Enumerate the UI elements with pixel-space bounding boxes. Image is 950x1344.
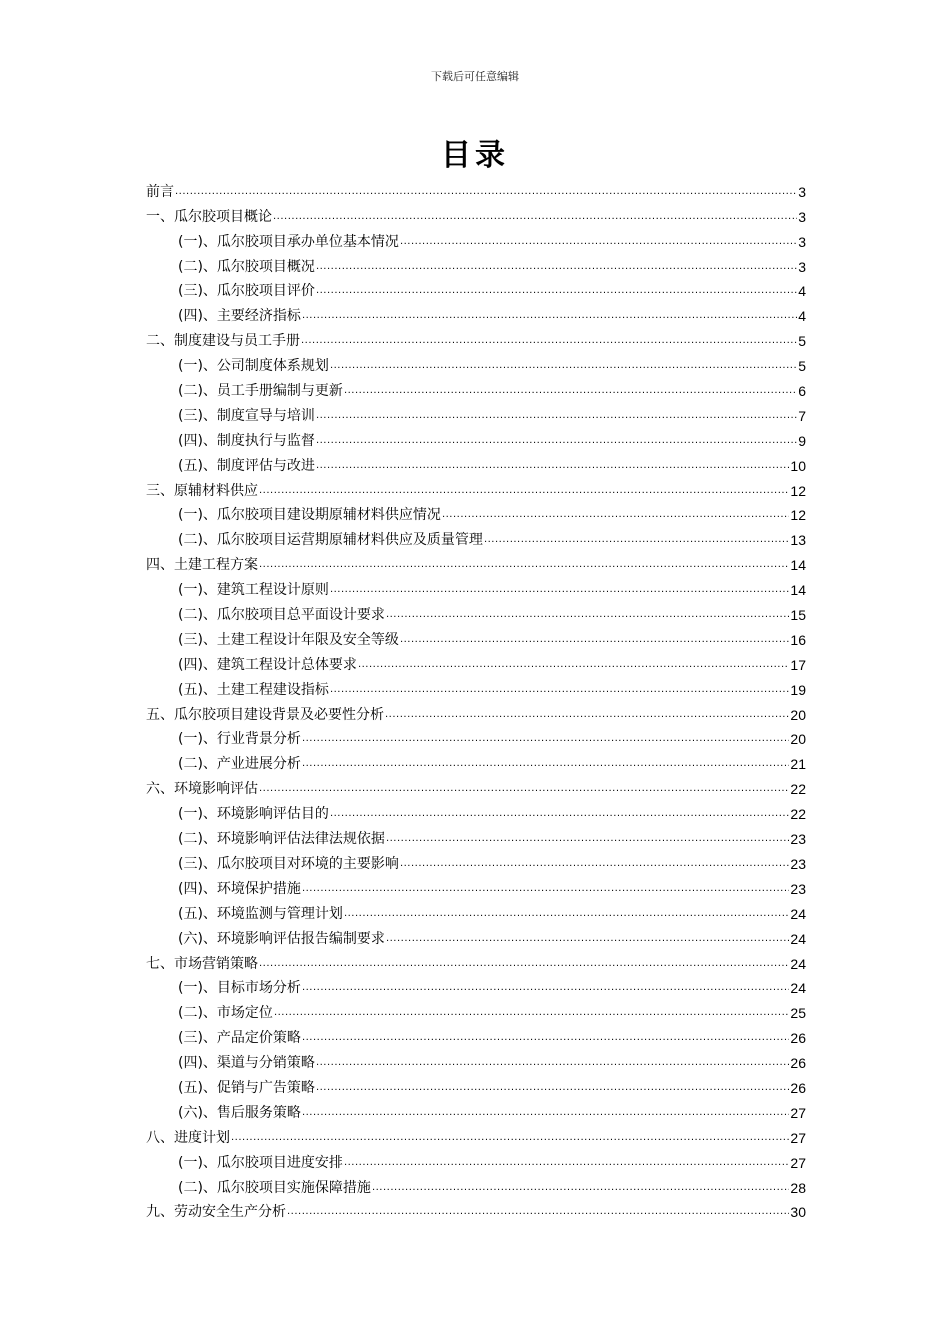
toc-entry[interactable]: [146, 350, 806, 375]
toc-entry[interactable]: [146, 1047, 806, 1072]
toc-entry[interactable]: [146, 574, 806, 599]
toc-entry-label: (三)、土建工程设计年限及安全等级: [178, 631, 399, 648]
toc-entry-label: (二)、环境影响评估法律法规依据: [178, 831, 385, 848]
toc-entry-label: (一)、瓜尔胶项目进度安排: [178, 1154, 343, 1171]
toc-entry-label: (五)、制度评估与改进: [178, 457, 315, 474]
toc-entry-page: 25: [790, 1005, 806, 1022]
toc-entry[interactable]: [146, 425, 806, 450]
toc-dot-leader: [302, 309, 797, 323]
toc-dot-leader: [330, 807, 789, 821]
toc-entry-page: 22: [790, 806, 806, 823]
toc-dot-leader: [273, 210, 797, 224]
toc-entry[interactable]: [146, 674, 806, 699]
toc-entry-label: (二)、瓜尔胶项目概况: [178, 258, 315, 275]
toc-dot-leader: [400, 235, 797, 249]
toc-dot-leader: [330, 359, 797, 373]
toc-entry[interactable]: [146, 973, 806, 998]
toc-entry-page: 6: [798, 383, 806, 400]
toc-entry[interactable]: [146, 798, 806, 823]
toc-entry[interactable]: [146, 699, 806, 724]
toc-entry-page: 26: [790, 1079, 806, 1096]
toc-entry-page: 19: [790, 681, 806, 698]
toc-entry-label: (一)、建筑工程设计原则: [178, 582, 329, 599]
toc-dot-leader: [274, 1006, 789, 1020]
toc-entry-page: 24: [790, 905, 806, 922]
toc-dot-leader: [316, 409, 797, 423]
toc-entry[interactable]: [146, 1072, 806, 1097]
toc-entry-label: (二)、瓜尔胶项目总平面设计要求: [178, 607, 385, 624]
toc-entry-label: 三、原辅材料供应: [146, 482, 258, 499]
toc-dot-leader: [259, 484, 789, 498]
toc-dot-leader: [385, 708, 789, 722]
toc-entry-page: 5: [798, 358, 806, 375]
toc-entry[interactable]: [146, 450, 806, 475]
toc-dot-leader: [287, 1205, 789, 1219]
toc-entry-label: (四)、环境保护措施: [178, 880, 301, 897]
toc-entry-label: 七、市场营销策略: [146, 955, 258, 972]
toc-dot-leader: [302, 757, 789, 771]
toc-entry[interactable]: [146, 873, 806, 898]
toc-entry-page: 16: [790, 631, 806, 648]
toc-entry[interactable]: [146, 1172, 806, 1197]
toc-entry-page: 7: [798, 407, 806, 424]
toc-dot-leader: [316, 459, 789, 473]
toc-entry-label: (一)、瓜尔胶项目建设期原辅材料供应情况: [178, 507, 441, 524]
toc-dot-leader: [344, 384, 797, 398]
toc-entry-page: 3: [798, 208, 806, 225]
toc-entry[interactable]: [146, 300, 806, 325]
toc-entry-page: 9: [798, 432, 806, 449]
toc-entry-page: 12: [790, 482, 806, 499]
toc-entry[interactable]: [146, 649, 806, 674]
toc-entry[interactable]: [146, 500, 806, 525]
toc-entry-page: 26: [790, 1055, 806, 1072]
toc-title: 目录: [441, 138, 509, 173]
toc-dot-leader: [358, 658, 789, 672]
toc-entry[interactable]: [146, 848, 806, 873]
toc-dot-leader: [259, 957, 789, 971]
toc-entry[interactable]: [146, 400, 806, 425]
toc-entry-label: (二)、瓜尔胶项目运营期原辅材料供应及质量管理: [178, 532, 483, 549]
toc-entry-page: 24: [790, 930, 806, 947]
toc-entry-page: 28: [790, 1179, 806, 1196]
toc-dot-leader: [231, 1131, 789, 1145]
toc-dot-leader: [259, 558, 789, 572]
toc-entry-label: (三)、制度宣导与培训: [178, 407, 315, 424]
toc-entry-label: (六)、环境影响评估报告编制要求: [178, 930, 385, 947]
toc-entry-label: 六、环境影响评估: [146, 781, 258, 798]
toc-entry-page: 12: [790, 507, 806, 524]
toc-entry-page: 3: [798, 233, 806, 250]
toc-entry-page: 23: [790, 831, 806, 848]
toc-entry-label: 二、制度建设与员工手册: [146, 333, 300, 350]
toc-entry[interactable]: [146, 1147, 806, 1172]
toc-entry-page: 20: [790, 731, 806, 748]
toc-entry-page: 22: [790, 781, 806, 798]
toc-entry-label: (二)、瓜尔胶项目实施保障措施: [178, 1179, 371, 1196]
toc-entry[interactable]: [146, 724, 806, 749]
toc-entry-page: 5: [798, 333, 806, 350]
toc-entry[interactable]: [146, 276, 806, 301]
toc-entry-page: 27: [790, 1129, 806, 1146]
toc-entry-page: 27: [790, 1104, 806, 1121]
toc-entry-label: (五)、土建工程建设指标: [178, 681, 329, 698]
toc-entry[interactable]: [146, 898, 806, 923]
toc-entry-page: 17: [790, 656, 806, 673]
toc-entry[interactable]: [146, 226, 806, 251]
toc-entry-label: (二)、产业进展分析: [178, 756, 301, 773]
toc-dot-leader: [302, 1106, 789, 1120]
toc-entry-label: (一)、环境影响评估目的: [178, 806, 329, 823]
toc-entry-page: 15: [790, 607, 806, 624]
toc-entry[interactable]: [146, 475, 806, 500]
toc-entry-label: (四)、建筑工程设计总体要求: [178, 656, 357, 673]
toc-entry-label: 八、进度计划: [146, 1129, 230, 1146]
toc-dot-leader: [344, 907, 789, 921]
toc-entry-label: (一)、目标市场分析: [178, 980, 301, 997]
toc-entry-page: 23: [790, 880, 806, 897]
toc-entry-page: 4: [798, 283, 806, 300]
toc-entry[interactable]: [146, 773, 806, 798]
toc-entry-page: 3: [798, 183, 806, 200]
toc-entry-page: 30: [790, 1204, 806, 1221]
toc-entry[interactable]: [146, 201, 806, 226]
toc-dot-leader: [302, 1031, 789, 1045]
toc-dot-leader: [175, 185, 797, 199]
toc-entry-page: 23: [790, 855, 806, 872]
toc-entry-page: 4: [798, 308, 806, 325]
toc-entry-label: 九、劳动安全生产分析: [146, 1204, 286, 1221]
toc-entry-label: (三)、瓜尔胶项目评价: [178, 283, 315, 300]
toc-entry[interactable]: [146, 624, 806, 649]
toc-entry-label: (四)、主要经济指标: [178, 308, 301, 325]
toc-entry-page: 27: [790, 1154, 806, 1171]
toc-entry-label: 一、瓜尔胶项目概论: [146, 208, 272, 225]
toc-entry[interactable]: [146, 1122, 806, 1147]
toc-dot-leader: [330, 683, 789, 697]
toc-dot-leader: [302, 981, 789, 995]
toc-entry-label: (三)、瓜尔胶项目对环境的主要影响: [178, 855, 399, 872]
toc-dot-leader: [302, 882, 789, 896]
toc-entry-label: 四、土建工程方案: [146, 557, 258, 574]
toc-dot-leader: [316, 1081, 789, 1095]
toc-entry-label: (四)、渠道与分销策略: [178, 1055, 315, 1072]
toc-entry-label: 前言: [146, 183, 174, 200]
toc-entry-label: (五)、促销与广告策略: [178, 1079, 315, 1096]
toc-dot-leader: [330, 583, 789, 597]
toc-entry-page: 20: [790, 706, 806, 723]
toc-entry-page: 26: [790, 1030, 806, 1047]
toc-dot-leader: [316, 260, 797, 274]
toc-entry-page: 24: [790, 980, 806, 997]
toc-entry-page: 3: [798, 258, 806, 275]
toc-dot-leader: [400, 857, 789, 871]
toc-entry[interactable]: [146, 748, 806, 773]
toc-entry-page: 24: [790, 955, 806, 972]
toc-dot-leader: [344, 1156, 789, 1170]
toc-dot-leader: [372, 1181, 789, 1195]
toc-entry-label: (三)、产品定价策略: [178, 1030, 301, 1047]
toc-entry[interactable]: [146, 1097, 806, 1122]
toc-entry[interactable]: [146, 375, 806, 400]
toc-entry-label: (一)、瓜尔胶项目承办单位基本情况: [178, 233, 399, 250]
toc-entry-label: 五、瓜尔胶项目建设背景及必要性分析: [146, 706, 384, 723]
toc-entry-page: 13: [790, 532, 806, 549]
toc-dot-leader: [386, 932, 789, 946]
toc-entry-page: 14: [790, 557, 806, 574]
toc-entry[interactable]: [146, 923, 806, 948]
toc-entry[interactable]: [146, 1197, 806, 1222]
toc-dot-leader: [316, 434, 797, 448]
table-of-contents: [146, 176, 806, 1221]
toc-entry[interactable]: [146, 1022, 806, 1047]
toc-entry-label: (二)、员工手册编制与更新: [178, 383, 343, 400]
toc-entry[interactable]: [146, 997, 806, 1022]
toc-entry-page: 10: [790, 457, 806, 474]
toc-dot-leader: [301, 334, 797, 348]
toc-dot-leader: [302, 732, 789, 746]
toc-entry-label: (一)、行业背景分析: [178, 731, 301, 748]
toc-dot-leader: [386, 608, 789, 622]
toc-entry-label: (四)、制度执行与监督: [178, 432, 315, 449]
toc-entry[interactable]: [146, 524, 806, 549]
toc-entry-page: 21: [790, 756, 806, 773]
toc-entry-label: (五)、环境监测与管理计划: [178, 905, 343, 922]
toc-dot-leader: [316, 284, 797, 298]
toc-entry-label: (六)、售后服务策略: [178, 1104, 301, 1121]
toc-entry[interactable]: [146, 549, 806, 574]
toc-dot-leader: [259, 782, 789, 796]
toc-entry[interactable]: [146, 176, 806, 201]
toc-entry[interactable]: [146, 251, 806, 276]
toc-entry[interactable]: [146, 823, 806, 848]
toc-entry[interactable]: [146, 599, 806, 624]
toc-entry-label: (一)、公司制度体系规划: [178, 358, 329, 375]
toc-entry-page: 14: [790, 582, 806, 599]
toc-entry-label: (二)、市场定位: [178, 1005, 273, 1022]
toc-entry[interactable]: [146, 948, 806, 973]
page-header: 下载后可任意编辑: [431, 70, 519, 83]
toc-dot-leader: [316, 1056, 789, 1070]
toc-entry[interactable]: [146, 325, 806, 350]
toc-dot-leader: [442, 508, 789, 522]
toc-dot-leader: [386, 832, 789, 846]
toc-dot-leader: [400, 633, 789, 647]
toc-dot-leader: [484, 533, 789, 547]
